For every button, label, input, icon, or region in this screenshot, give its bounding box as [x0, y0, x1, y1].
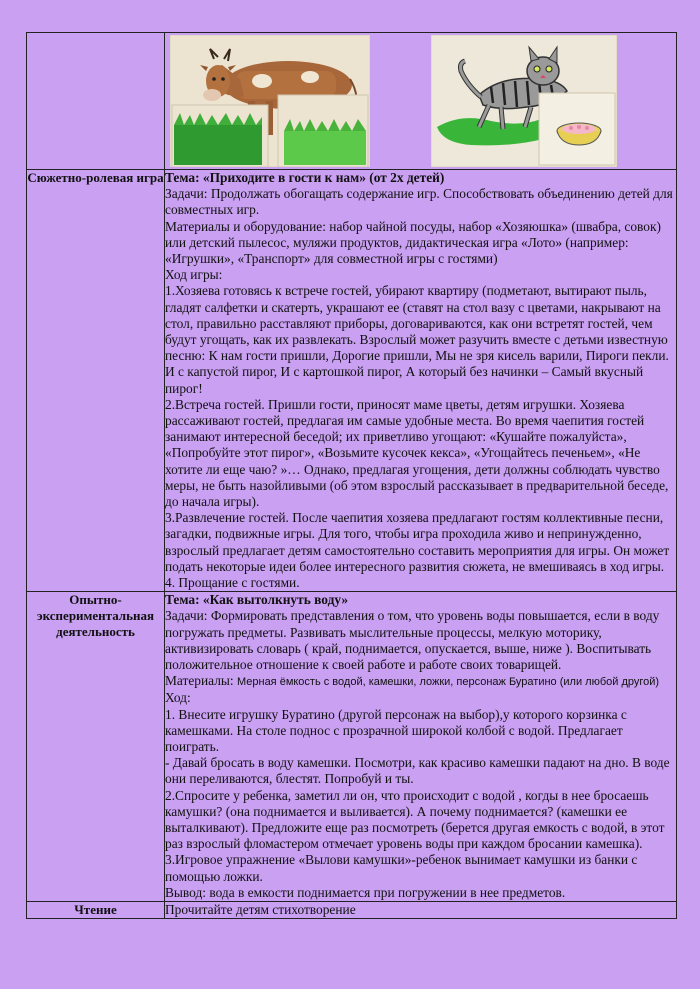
role-play-title: Тема: «Приходите в гости к нам» (от 2х детей): [165, 170, 445, 185]
paragraph: 4. Прощание с гостями.: [165, 575, 300, 591]
paragraph: 2.Спросите у ребенка, заметил ли он, что происходит с водой , когды в нее бросаешь камушки? (она поднимается и выливается). А почему поднимается? (камешки ее выталкивают). Предложите еще раз посмотреть (берется другая емкость с водой, в этот раз взрослый фломастером отмечает уровень воды при каждом бросании камешка).: [165, 787, 665, 852]
role-play-label: Сюжетно-ролевая игра: [27, 170, 165, 592]
empty-cell: [27, 33, 165, 170]
illustrations-cell: [165, 33, 677, 170]
paragraph: Вывод: вода в емкости поднимается при погружении в нее предметов.: [165, 884, 566, 900]
paragraph: - Давай бросать в воду камешки. Посмотри, как красиво камешки падают на дно. В воде они переливаются, блестят. Попробуй и ты.: [165, 755, 670, 787]
cat-drawing-icon: [431, 35, 617, 167]
paragraph: 1.Хозяева готовясь к встрече гостей, убирают квартиру (подметают, вытирают пыль, гладят салфетки и скатерть, украшают ее (ставят на стол вазу с цветами, накрывают на стол, правильно расставляют приборы, договариваются, как они встретят гостей, чем будут угощать, как их развлекать. Взрослый может разучить вместе с детьми известную песню: К нам гости пришли, Дорогие пришли, Мы не зря кисель варили, Пироги пекли. И с капустой пирог, И с картошкой пирог, А который без начинки – Самый вкусный пирог!: [165, 283, 669, 396]
experiment-row: [27, 592, 677, 902]
paragraph: Ход игры:: [165, 267, 223, 283]
cow-drawing-icon: [170, 35, 370, 167]
reading-content: Прочитайте детям стихотворение: [165, 901, 677, 918]
paragraph: 2.Встреча гостей. Пришли гости, приносят маме цветы, детям игрушки. Хозяева рассаживают гостей, предлагая им самые удобные места. Во время чаепития гостей занимают интересной беседой; их приветливо угощают: «Кушайте пожалуйста», «Попробуйте этот пирог», «Возьмите кусочек кекса», «Угощайтесь печеньем», «Не хотите ли еще чаю? »… Однако, предлагая угощения, дети должны соблюдать чувство меры, не быть назойливыми (об этом взрослый рассказывает в предварительной беседе, до начала игры).: [165, 396, 669, 510]
role-play-row: [27, 170, 677, 592]
paragraph: 1. Внесите игрушку Буратино (другой персонаж на выбор),у которого корзинка с камешками. На столе поднос с прозрачной широкой колбой с водой. Предлагает поиграть.: [165, 706, 627, 754]
experiment-content: [165, 592, 677, 902]
paragraph: 3.Игровое упражнение «Вылови камушки»-ребенок вынимает камушки из банки с помощью ложки.: [165, 852, 638, 884]
paragraph: Задачи: Продолжать обогащать содержание игр. Способствовать объединению детей для совместных игр.: [165, 186, 673, 218]
paragraph: Задачи: Формировать представления о том, что уровень воды повышается, если в воду погружать предметы. Развивать мыслительные процессы, мелкую моторику, активизировать словарь ( край, поднимается, опускается, выше, ниже ). Воспитывать положительное отношение к своей работе и работе своих товарищей.: [165, 608, 660, 673]
reading-label: Чтение: [27, 901, 165, 918]
experiment-title: Тема: «Как вытолкнуть воду»: [165, 592, 349, 608]
experiment-label: Опытно-экспериментальная деятельность: [27, 592, 165, 902]
role-play-content: [165, 170, 677, 592]
reading-row: [27, 901, 677, 918]
paragraph: Ход:: [165, 690, 191, 706]
paragraph: 3.Развлечение гостей. После чаепития хозяева предлагают гостям коллективные песни, загадки, подвижные игры. Для того, чтобы игра проходила живо и непринужденно, взрослый предлагает детям самостоятельно составить мероприятия для игры. Он может подать некоторые идеи более интересного развития сюжета, не вмешиваясь в ход игры.: [165, 510, 670, 574]
materials-line: Материалы: Мерная ёмкость с водой, камешки, ложки, персонаж Буратино (или любой другой): [165, 673, 660, 689]
activity-table: [26, 32, 677, 919]
image-row: [27, 33, 677, 170]
paragraph: Материалы и оборудование: набор чайной посуды, набор «Хозяюшка» (швабра, совок) или детский пылесос, муляжи продуктов, дидактическая игра «Лото» (например: «Игрушки», «Транспорт» для совместной игры с гостями): [165, 218, 661, 267]
